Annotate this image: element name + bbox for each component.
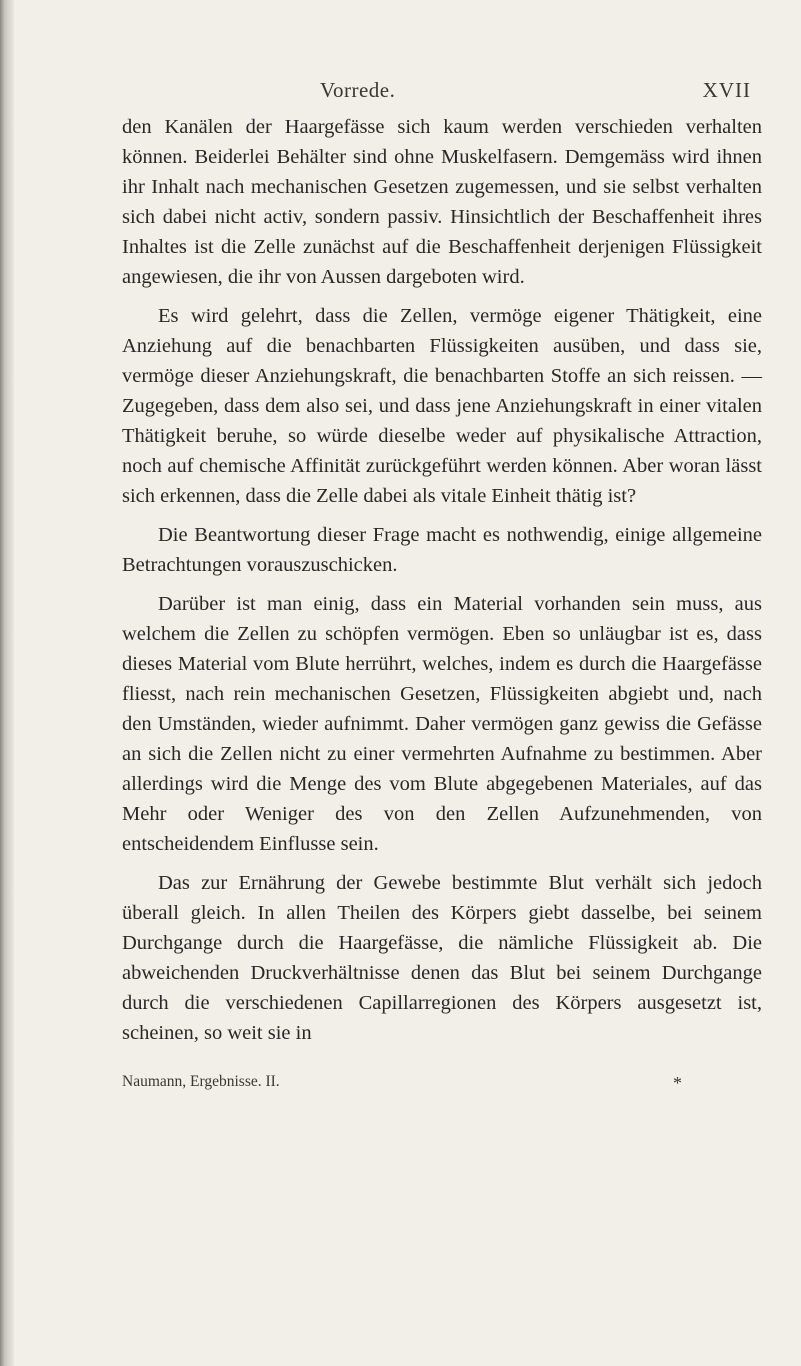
page-footer xyxy=(122,1073,682,1091)
signature-mark: * xyxy=(673,1073,682,1093)
page-number: XVII xyxy=(702,78,751,102)
paragraph-1: den Kanälen der Haargefässe sich kaum werden verschieden verhalten können. Beiderlei Behälter sind ohne Muskelfasern. Demgemäss wird ihnen ihr Inhalt nach mechanischen Gesetzen zugemessen, und sie selbst verhalten sich dabei nicht activ, sondern passiv. Hinsichtlich der Beschaffenheit ihres Inhaltes ist die Zelle zunächst auf die Beschaffenheit derjenigen Flüssigkeit angewiesen, die ihr von Aussen dargeboten wird. xyxy=(122,116,762,288)
paragraph-3: Die Beantwortung dieser Frage macht es nothwendig, einige allgemeine Betrachtungen vorauszuschicken. xyxy=(122,524,762,576)
paragraph-2: Es wird gelehrt, dass die Zellen, vermöge eigener Thätigkeit, eine Anziehung auf die benachbarten Flüssigkeiten ausüben, und dass sie, vermöge dieser Anziehungskraft, die benachbarten Stoffe an sich reissen. — Zugegeben, dass dem also sei, und dass jene Anziehungskraft in einer vitalen Thätigkeit beruhe, so würde dieselbe weder auf physikalische Attraction, noch auf chemische Affinität zurückgeführt werden können. Aber woran lässt sich erkennen, dass die Zelle dabei als vitale Einheit thätig ist? xyxy=(122,305,762,507)
imprint-line: Naumann, Ergebnisse. II. xyxy=(122,1073,280,1090)
running-title: Vorrede. xyxy=(320,78,396,102)
paragraph-5: Das zur Ernährung der Gewebe bestimmte Blut verhält sich jedoch überall gleich. In allen Theilen des Körpers giebt dasselbe, bei seinem Durchgange durch die Haargefässe, die nämliche Flüssigkeit ab. Die abweichenden Druckverhältnisse denen das Blut bei seinem Durchgange durch die verschiedenen Capillarregionen des Körpers ausgesetzt ist, scheinen, so weit sie in xyxy=(122,872,762,1044)
paragraph-4: Darüber ist man einig, dass ein Material vorhanden sein muss, aus welchem die Zellen zu schöpfen vermögen. Eben so unläugbar ist es, dass dieses Material vom Blute herrührt, welches, indem es durch die Haargefässe fliesst, nach rein mechanischen Gesetzen, Flüssigkeiten abgiebt und, nach den Umständen, wieder aufnimmt. Daher vermögen ganz gewiss die Gefässe an sich die Zellen nicht zu einer vermehrten Aufnahme zu bestimmen. Aber allerdings wird die Menge des vom Blute abgegebenen Materiales, auf das Mehr oder Weniger des von den Zellen Aufzunehmenden, von entscheidendem Einflusse sein. xyxy=(122,593,762,855)
page-edge-shadow xyxy=(0,0,14,1366)
body-text xyxy=(122,112,762,1057)
running-header xyxy=(0,78,801,108)
